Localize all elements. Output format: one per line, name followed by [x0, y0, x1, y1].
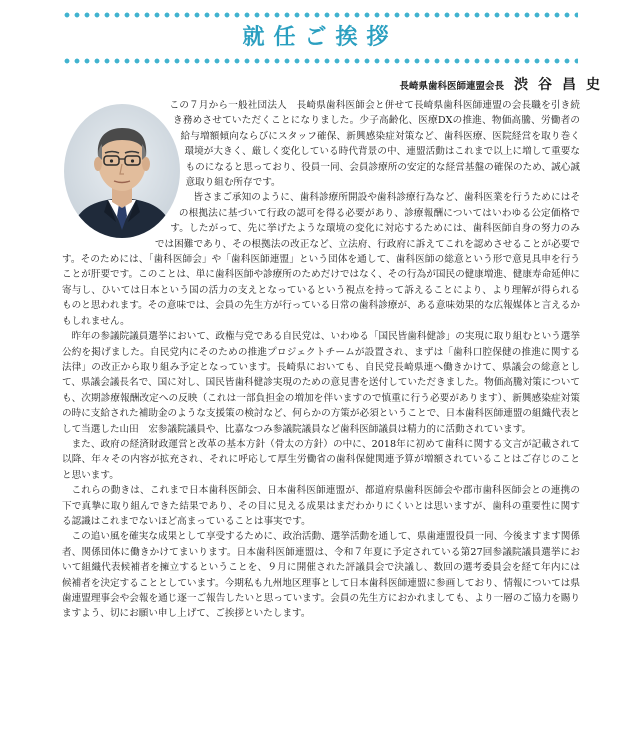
page-title: 就任ご挨拶 [242, 25, 398, 50]
paragraph-2: 皆さまご承知のように、歯科診療所開設や歯科診療行為など、歯科医業を行うためにはその根拠法に基づいて行政の認可を得る必要があり、診療報酬についてはいわゆる公定価格です。したがって、先に挙げたような環境の変化に対応するためには、歯科医師自身の努力のみでは困難であり、その根拠法の改正など、立法府、行政府に訴えてこれを認めさせることが必要です。そのためには、「歯科医師会」や「歯科医師連盟」という団体を通して、歯科医師の総意という形で意見具申を行うことが肝要です。このことは、単に歯科医師や診療所のためだけではなく、その行為が国民の健康増進、健康寿命延伸に寄与し、ひいては日本という国の活力の支えとなっているという視点を持って訴えることにより、より理解が得られるものと思われます。その意味では、会員の先生方が行っている日常の歯科診療が、ある意味効果的な広報媒体と言えるかもしれません。 [62, 192, 580, 327]
paragraph-4: また、政府の経済財政運営と改革の基本方針（骨太の方針）の中に、2018年に初めて歯科に関する文言が記載されて以降、年々その内容が拡充され、それに呼応して厚生労働省の歯科保健関連予算が増額されていることはご存じのことと思います。 [62, 438, 580, 481]
top-dotted-rule [62, 12, 578, 18]
author-block [399, 74, 610, 94]
bottom-dotted-rule [62, 58, 578, 64]
paragraph-6: この追い風を確実な成果として享受するために、政治活動、選挙活動を通して、県歯連盟役員一同、今後ますます関係者、関係団体に働きかけてまいります。日本歯科医師連盟は、令和７年夏に予定されている第27回参議院議員選挙において組織代表候補者を擁立するということを、９月に開催された評議員会で決議し、数回の選考委員会を経て年内には候補者を決定することとしています。今期私も九州地区理事として日本歯科医師連盟に参画しており、情報については県歯連盟理事会や会報を通じ逐一ご報告したいと思っています。会員の先生方におかれましても、より一層のご協力を賜りますよう、切にお願い申し上げて、ご挨拶といたします。 [62, 531, 580, 620]
paragraph-5: これらの動きは、これまで日本歯科医師会、日本歯科医師連盟が、都道府県歯科医師会や郡市歯科医師会との連携の下で真摯に取り組んできた結果であり、その目に見える成果はまだわかりにくいとは思いますが、歯科の重要性に関する認識はこれまでないほど高まっていることは事実です。 [62, 485, 580, 527]
paragraph-3: 昨年の参議院議員選挙において、政権与党である自民党は、いわゆる「国民皆歯科健診」の実現に取り組むという選挙公約を掲げました。自民党内にそのための推進プロジェクトチームが設置され、まずは「歯科口腔保健の推進に関する法律」の改正から取り組み予定となっています。長崎県においても、自民党長崎県連へ働きかけて、県議会の総意として、県議会議長名で、国に対し、国民皆歯科健診実現のための意見書を送付していただきました。物価高騰対策についても、次期診療報酬改定への反映（これは一部負担金の増加を伴いますので慎重に行う必要があります）、新興感染症対策の時に支給された補助金のような支援策の検討など、何らかの方策が必須ということで、日本歯科医師連盟の組織代表として当選した山田 宏参議院議員や、比嘉なつみ参議院議員など歯科医師議員は精力的に活動されています。 [62, 331, 580, 435]
paragraph-1: この７月から一般社団法人 長崎県歯科医師会と併せて長崎県歯科医師連盟の会長職を引き続き務めさせていただくことになりました。少子高齢化、医療DXの推進、物価高騰、労働者の給与増額傾向ならびにスタッフ確保、新興感染症対策など、歯科医療、医院経営を取り巻く環境が大きく、厳しく変化している時代背景の中、連盟活動はこれまで以上に増して重要なものになると思っており、役員一同、会員診療所の安定的な経営基盤の確保のため、誠心誠意取り組む所存です。 [169, 100, 580, 189]
author-name: 渋谷昌史 [514, 77, 610, 93]
author-organization: 長崎県歯科医師連盟会長 [399, 81, 504, 92]
article-body [62, 98, 580, 622]
